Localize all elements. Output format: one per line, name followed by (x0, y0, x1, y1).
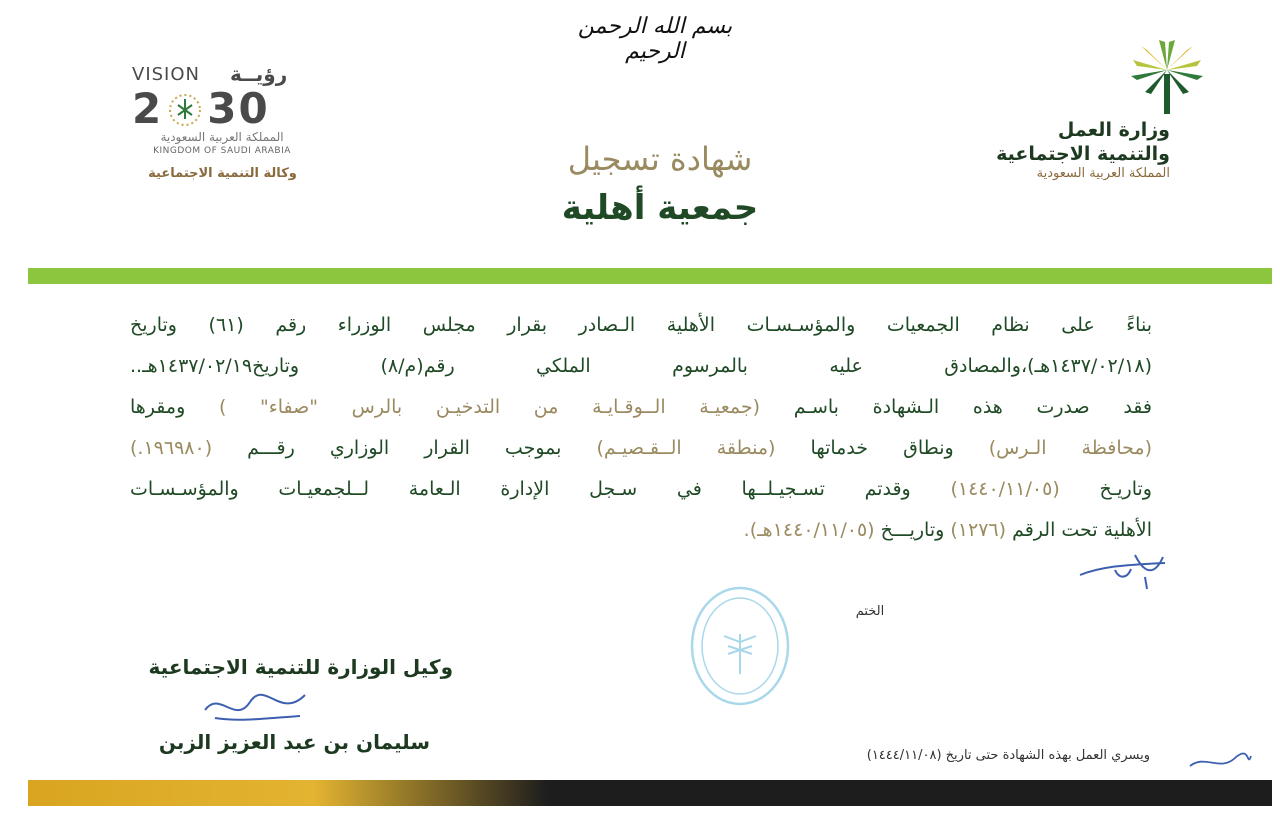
ministry-country: المملكة العربية السعودية (1036, 166, 1170, 181)
body-line-6 (130, 510, 1152, 551)
emblem-icon (165, 93, 205, 127)
corner-initials (1185, 748, 1255, 776)
ministry-name-line1: وزارة العمل (1057, 119, 1170, 141)
initials-signature (1075, 545, 1170, 595)
vision-country-ar: المملكة العربية السعودية (160, 130, 284, 144)
body-line-5-a: وتاريـخ (1099, 478, 1152, 500)
signatory-name: سليمان بن عبد العزيز الزبن (158, 730, 430, 754)
signatory-title: وكيل الوزارة للتنمية الاجتماعية (148, 655, 453, 679)
vision-year-left: 2 (132, 84, 164, 133)
vision-year-right: 30 (207, 84, 270, 133)
ministry-palm-logo (1125, 40, 1209, 116)
vision-country-en: KINGDOM OF SAUDI ARABIA (153, 146, 291, 156)
certificate-title: شهادة تسجيل (567, 140, 753, 178)
vision-year (132, 84, 270, 133)
body-line-5-c: وقدتم تسـجيـلــها في سـجل الإدارة الـعامة لــلجمعيـات والمؤسـسـات (130, 478, 911, 500)
vision-2030-logo (130, 60, 320, 190)
body-line-3-a: فقد صدرت هذه الـشهادة باسـم (793, 396, 1152, 418)
vision-label-ar: رؤيــة (230, 62, 288, 86)
body-line-3 (130, 387, 1152, 428)
agency-name: وكالة التنمية الاجتماعية (148, 166, 297, 181)
body-line-4-d: بموجب القرار الوزاري رقـــم (247, 437, 562, 459)
registration-date: (١٤٤٠/١١/٠٥هـ). (743, 519, 875, 541)
headquarters: (محافظة الـرس) (988, 437, 1152, 459)
body-line-2: (١٤٣٧/٠٢/١٨هـ)،والمصادق عليه بالمرسوم الملكي رقم(م/٨) وتاريخ١٤٣٧/٠٢/١٩هـ.. (130, 355, 1152, 377)
vision-label-en: VISION (132, 64, 200, 85)
official-stamp (688, 584, 792, 708)
body-line-6-c: وتاريـــخ (880, 519, 945, 541)
validity-note: ويسري العمل بهذه الشهادة حتى تاريخ (١٤٤٤/١١/٠٨) (866, 748, 1150, 763)
footer-band-gold (28, 780, 548, 806)
service-region: (منطقة الــقـصيـم) (596, 437, 776, 459)
association-name: (جمعيـة الــوقـايـة من التدخيـن بالرس "صفاء" ) (218, 396, 761, 418)
decision-date: (١٤٤٠/١١/٠٥) (950, 478, 1060, 500)
ministry-name (960, 118, 1170, 166)
body-line-4-b: ونطاق خدماتها (810, 437, 954, 459)
header-divider-band (28, 268, 1272, 284)
ministerial-decision-number: (١٩٦٩٨٠.) (130, 437, 213, 459)
registration-number: (١٢٧٦) (950, 519, 1007, 541)
certificate-body (130, 305, 1152, 551)
signature (200, 680, 310, 730)
footer-margin (0, 806, 1280, 822)
basmala: بسم الله الرحمن الرحيم (577, 14, 733, 64)
body-line-3-c: ومقرها (130, 396, 186, 418)
stamp-label: الختم (855, 604, 885, 619)
body-line-6-a: الأهلية تحت الرقم (1012, 519, 1152, 541)
body-line-5 (130, 469, 1152, 510)
body-line-4 (130, 428, 1152, 469)
certificate-subtitle: جمعية أهلية (561, 188, 759, 228)
ministry-name-line2: والتنمية الاجتماعية (996, 143, 1170, 165)
body-line-1: بناءً على نظام الجمعيات والمؤسـسـات الأهلية الـصادر بقرار مجلس الوزراء رقم (٦١) وتاريخ (130, 314, 1152, 336)
